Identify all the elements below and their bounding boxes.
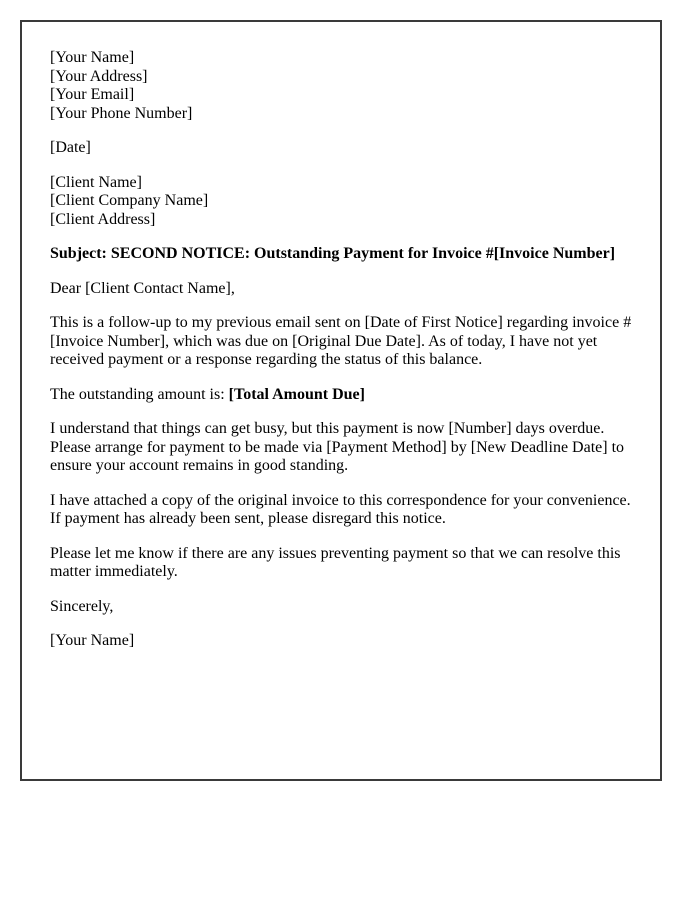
- paragraph-attachment-line-1: I have attached a copy of the original invoice to this correspondence for your convenience.: [50, 491, 631, 509]
- salutation-line: Dear [Client Contact Name],: [50, 279, 235, 297]
- paragraph-followup-line-3: received payment or a response regarding the status of this balance.: [50, 351, 483, 368]
- paragraph-followup-line-1: This is a follow-up to my previous email sent on [Date of First Notice] regarding invoice #: [50, 314, 632, 331]
- amount-line: [50, 386, 632, 405]
- paragraph-followup: [50, 314, 632, 370]
- paragraph-overdue-line-1: I understand that things can get busy, but this payment is now [Number] days overdue.: [50, 420, 605, 437]
- paragraph-overdue-line-2: Please arrange for payment to be made via [Payment Method] by [New Deadline Date] to: [50, 438, 625, 456]
- paragraph-overdue-line-3: ensure your account remains in good standing.: [50, 457, 349, 474]
- signature-line: [Your Name]: [50, 632, 135, 649]
- paragraph-contact: [50, 545, 632, 582]
- paragraph-followup-line-2: [Invoice Number], which was due on [Original Due Date]. As of today, I have not yet: [50, 332, 598, 350]
- sender-address: [Your Address]: [50, 67, 148, 85]
- client-address: [Client Address]: [50, 210, 156, 228]
- sender-email: [Your Email]: [50, 86, 135, 103]
- sender-phone: [Your Phone Number]: [50, 104, 193, 122]
- paragraph-overdue: [50, 420, 632, 476]
- paragraph-attachment: [50, 492, 632, 529]
- amount-label: The outstanding amount is:: [50, 385, 229, 403]
- recipient-block: [50, 174, 632, 230]
- paragraph-attachment-line-2: If payment has already been sent, please disregard this notice.: [50, 510, 446, 527]
- client-name: [Client Name]: [50, 173, 142, 191]
- client-company: [Client Company Name]: [50, 192, 209, 209]
- sender-name: [Your Name]: [50, 49, 135, 66]
- date-line: [Date]: [50, 139, 91, 156]
- paragraph-contact-line-2: matter immediately.: [50, 563, 178, 580]
- letter-page: [20, 20, 662, 781]
- amount-value: [Total Amount Due]: [228, 385, 365, 403]
- paragraph-contact-line-1: Please let me know if there are any issues preventing payment so that we can resolve this: [50, 544, 621, 562]
- closing-line: Sincerely,: [50, 597, 114, 615]
- sender-block: [50, 49, 632, 123]
- subject-line: Subject: SECOND NOTICE: Outstanding Payment for Invoice #[Invoice Number]: [50, 245, 616, 262]
